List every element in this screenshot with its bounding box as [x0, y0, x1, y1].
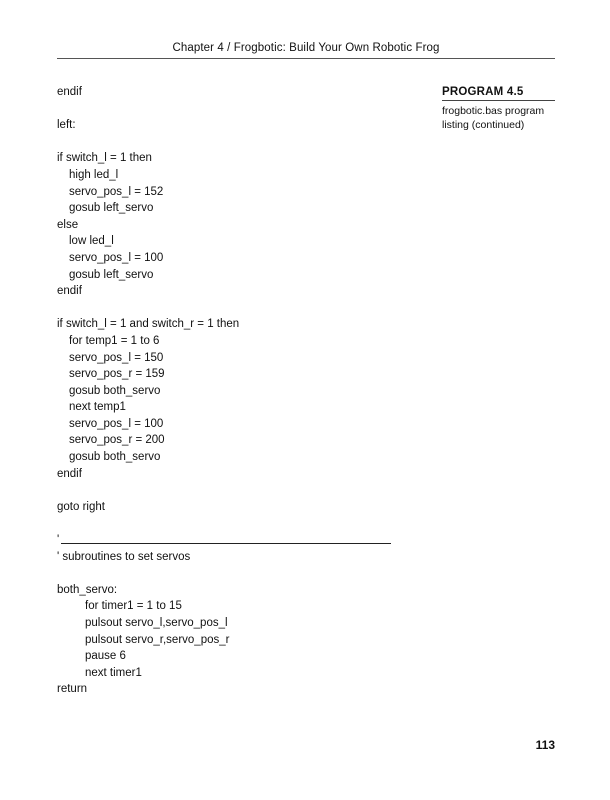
code-line: both_servo:: [57, 583, 118, 596]
page-number: 113: [535, 738, 555, 752]
header-rule: [57, 58, 555, 59]
code-line: [57, 134, 417, 151]
code-line: [57, 565, 417, 582]
code-line: pause 6: [85, 650, 126, 663]
code-line: endif: [57, 86, 82, 98]
code-line: endif: [57, 285, 82, 298]
code-line: servo_pos_l = 100: [69, 417, 164, 430]
code-line: next temp1: [69, 401, 126, 414]
code-line: gosub both_servo: [69, 451, 161, 464]
code-line: gosub both_servo: [69, 384, 161, 397]
code-line: next timer1: [85, 666, 142, 679]
program-caption: frogbotic.bas program listing (continued): [442, 105, 545, 131]
code-line: return: [57, 683, 88, 696]
code-line: gosub left_servo: [69, 202, 154, 215]
code-line: servo_pos_r = 159: [69, 368, 165, 381]
code-line: gosub left_servo: [69, 268, 154, 281]
code-line: high led_l: [69, 168, 119, 181]
code-separator-line: ': [57, 532, 417, 549]
code-line: else: [57, 218, 79, 231]
code-line: ' subroutines to set servos: [57, 550, 191, 563]
code-line: pulsout servo_l,servo_pos_l: [85, 617, 228, 629]
code-listing: [57, 84, 417, 698]
program-label: PROGRAM 4.5: [442, 86, 524, 98]
code-line: servo_pos_l = 152: [69, 185, 164, 198]
code-line: left:: [57, 119, 76, 132]
code-line: if switch_l = 1 and switch_r = 1 then: [57, 318, 240, 331]
code-line: [57, 101, 417, 118]
code-line: servo_pos_l = 150: [69, 351, 164, 364]
code-line: [57, 515, 417, 532]
running-head: Chapter 4 / Frogbotic: Build Your Own Robotic Frog: [172, 42, 440, 54]
code-line: [57, 482, 417, 499]
program-label-rule: [442, 100, 555, 101]
code-line: pulsout servo_r,servo_pos_r: [85, 633, 230, 646]
code-line: [57, 300, 417, 317]
program-sidebar: [442, 84, 555, 132]
code-line: low led_l: [69, 235, 114, 248]
code-line: for temp1 = 1 to 6: [69, 334, 160, 347]
code-line: for timer1 = 1 to 15: [85, 600, 182, 613]
code-line: goto right: [57, 500, 105, 513]
code-line: endif: [57, 467, 82, 480]
code-line: servo_pos_l = 100: [69, 251, 164, 264]
code-line: if switch_l = 1 then: [57, 152, 152, 165]
code-line: servo_pos_r = 200: [69, 434, 165, 447]
